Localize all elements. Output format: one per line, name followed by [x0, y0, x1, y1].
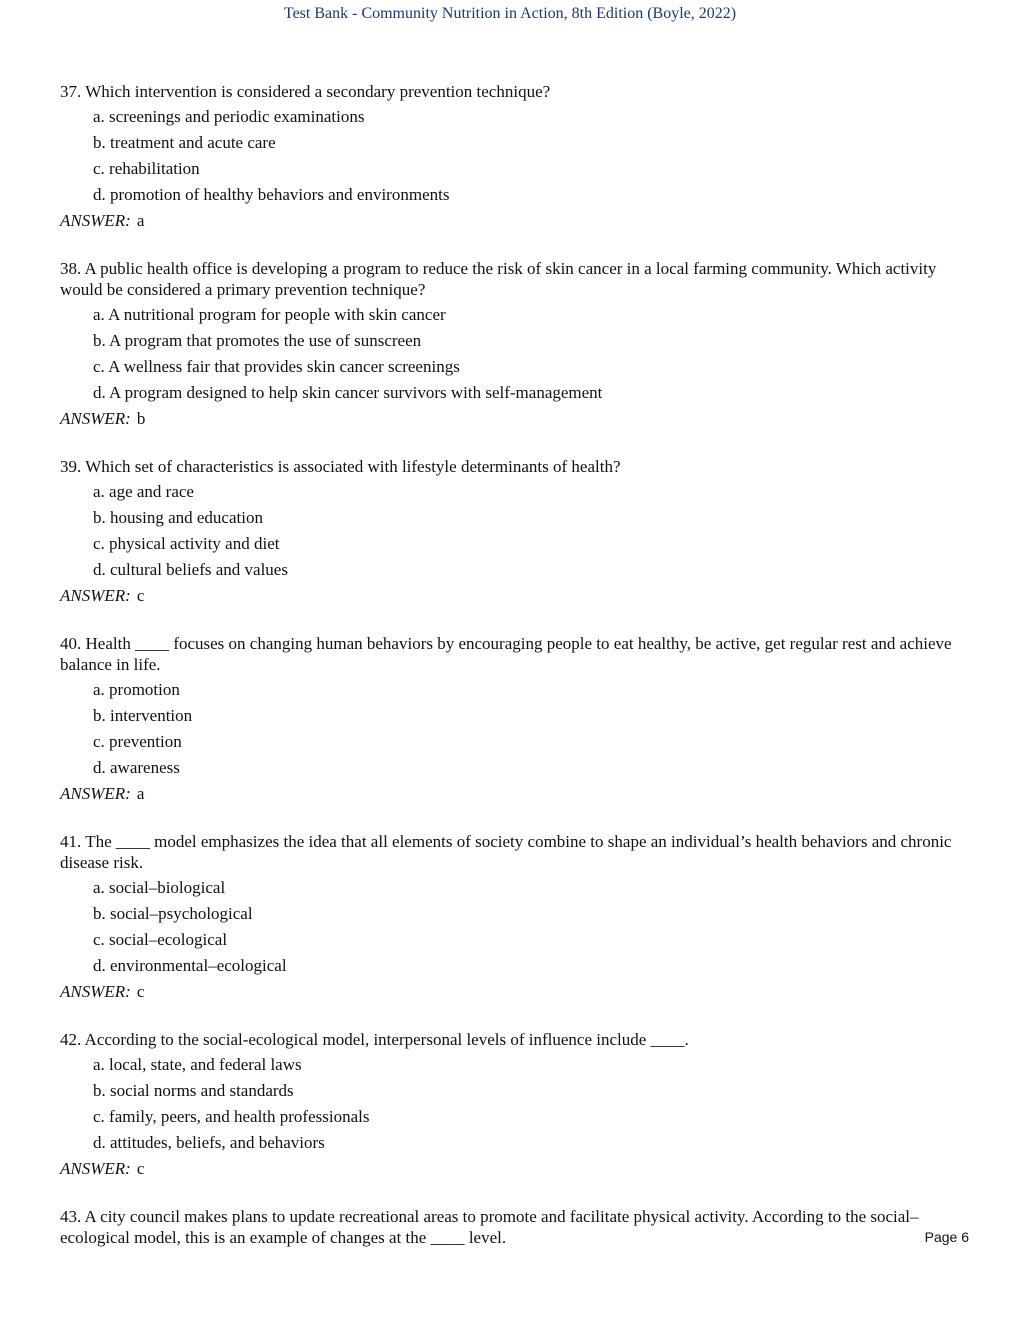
answer-line: [60, 1156, 960, 1182]
option-c: c. prevention: [93, 732, 182, 751]
option-c: c. A wellness fair that provides skin cancer screenings: [93, 357, 460, 376]
question-stem: 38. A public health office is developing a program to reduce the risk of skin cancer in a local farming community. Which activity would be considered a primary prevention technique?: [60, 259, 937, 299]
answer-label: ANSWER:: [60, 784, 131, 803]
question-stem: 43. A city council makes plans to update recreational areas to promote and facilitate physical activity. According to the social–ecological model, this is an example of changes at the ____ level.: [60, 1207, 919, 1247]
option-list: [60, 104, 960, 208]
option-d: d. A program designed to help skin cancer survivors with self-management: [93, 383, 603, 402]
question-stem: 41. The ____ model emphasizes the idea that all elements of society combine to shape an individual’s health behaviors and chronic disease risk.: [60, 832, 952, 872]
question-43: [60, 1206, 960, 1248]
question-41: [60, 831, 960, 1005]
option-d: d. promotion of healthy behaviors and environments: [93, 185, 450, 204]
question-37: [60, 81, 960, 234]
question-38: [60, 258, 960, 432]
option-b: b. intervention: [93, 706, 193, 725]
page-header: Test Bank - Community Nutrition in Action, 8th Edition (Boyle, 2022): [283, 5, 737, 22]
option-c: c. family, peers, and health professionals: [93, 1107, 370, 1126]
question-40: [60, 633, 960, 807]
question-42: [60, 1029, 960, 1182]
option-list: [60, 875, 960, 979]
answer-value: c: [136, 982, 145, 1001]
option-d: d. awareness: [93, 758, 180, 777]
answer-line: [60, 583, 960, 609]
option-list: [60, 302, 960, 406]
answer-value: c: [136, 586, 145, 605]
option-a: a. age and race: [93, 482, 194, 501]
answer-line: [60, 208, 960, 234]
answer-label: ANSWER:: [60, 211, 131, 230]
answer-value: a: [136, 211, 145, 230]
answer-line: [60, 781, 960, 807]
option-a: a. local, state, and federal laws: [93, 1055, 302, 1074]
answer-line: [60, 979, 960, 1005]
option-b: b. treatment and acute care: [93, 133, 276, 152]
option-list: [60, 479, 960, 583]
answer-value: a: [136, 784, 145, 803]
option-b: b. social norms and standards: [93, 1081, 294, 1100]
option-a: a. social–biological: [93, 878, 226, 897]
question-stem: 40. Health ____ focuses on changing human behaviors by encouraging people to eat healthy, be active, get regular rest and achieve balance in life.: [60, 634, 952, 674]
option-b: b. A program that promotes the use of sunscreen: [93, 331, 422, 350]
answer-label: ANSWER:: [60, 586, 131, 605]
answer-label: ANSWER:: [60, 982, 131, 1001]
option-d: d. attitudes, beliefs, and behaviors: [93, 1133, 325, 1152]
option-c: c. rehabilitation: [93, 159, 200, 178]
page-number: Page 6: [924, 1229, 969, 1245]
option-a: a. promotion: [93, 680, 180, 699]
option-b: b. housing and education: [93, 508, 263, 527]
option-list: [60, 1052, 960, 1156]
option-list: [60, 677, 960, 781]
option-d: d. cultural beliefs and values: [93, 560, 288, 579]
option-b: b. social–psychological: [93, 904, 253, 923]
option-c: c. social–ecological: [93, 930, 228, 949]
question-list: [60, 81, 960, 1272]
option-a: a. A nutritional program for people with skin cancer: [93, 305, 446, 324]
answer-value: c: [136, 1159, 145, 1178]
question-stem: 37. Which intervention is considered a secondary prevention technique?: [60, 82, 551, 101]
answer-label: ANSWER:: [60, 409, 131, 428]
answer-value: b: [136, 409, 146, 428]
question-stem: 42. According to the social-ecological model, interpersonal levels of influence include ____.: [60, 1030, 689, 1049]
answer-line: [60, 406, 960, 432]
option-d: d. environmental–ecological: [93, 956, 287, 975]
option-a: a. screenings and periodic examinations: [93, 107, 365, 126]
option-c: c. physical activity and diet: [93, 534, 280, 553]
question-39: [60, 456, 960, 609]
question-stem: 39. Which set of characteristics is associated with lifestyle determinants of health?: [60, 457, 621, 476]
answer-label: ANSWER:: [60, 1159, 131, 1178]
